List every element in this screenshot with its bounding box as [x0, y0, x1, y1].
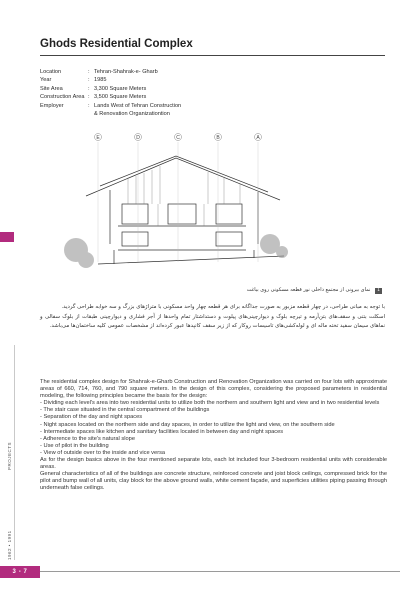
info-value: & Renovation Organizationtion [94, 111, 170, 118]
figure-caption [247, 287, 382, 294]
info-key: Year [40, 77, 52, 84]
accent-tab [0, 232, 14, 242]
info-colon: : [88, 94, 90, 101]
elevation-drawing [58, 132, 288, 282]
info-colon: : [88, 77, 90, 84]
info-key [40, 110, 88, 118]
info-row [40, 76, 294, 84]
axis-label: C [176, 134, 180, 141]
english-paragraph: - Separation of the day and night spaces [40, 414, 143, 421]
info-colon: : [88, 69, 90, 75]
axis-label: B [216, 134, 220, 141]
english-paragraph: - Night spaces located on the northern side and day spaces, in order to utilize the light and view, on the southern side [40, 421, 335, 428]
info-value: Tehran-Shahrak-e- Gharb [94, 69, 158, 75]
english-paragraph: - Use of pilot in the building [40, 442, 109, 449]
info-value: Lands West of Tehran Construction [94, 102, 182, 109]
axis-label: A [256, 134, 260, 141]
info-value: 3,500 Square Meters [94, 94, 147, 101]
title-rule [40, 55, 385, 56]
english-text [40, 379, 387, 493]
page-title: Ghods Residential Complex [40, 38, 193, 50]
info-key: Construction Area [40, 94, 85, 101]
caption-text: نمای بیرونی از مجتمع داخلی نور قطعه مسکونی روی بیاغت [246, 287, 371, 293]
info-key: Site Area [40, 85, 63, 92]
axis-label: E [96, 134, 100, 141]
english-paragraph: - The stair case situated in the central compartment of the buildings [40, 407, 210, 414]
bottom-rule [40, 571, 400, 572]
english-paragraph: - Dividing each level's area into two residential units to utilize both the northern and southern light and view and in two residential levels [40, 400, 380, 407]
english-paragraph: As for the design basics above in the four mentioned separate lots, each lot included four 3-bedroom residential units with considerable areas. [40, 457, 387, 471]
side-section: PROJECTS [7, 441, 12, 470]
axis-label: D [136, 134, 140, 141]
farsi-text [40, 303, 385, 332]
info-row [40, 85, 294, 93]
english-paragraph: - Intermediate spaces like kitchen and sanitary facilities located in between day and night spaces [40, 428, 284, 435]
info-colon: : [88, 102, 90, 109]
caption-number: 1 [375, 288, 382, 294]
english-paragraph: - View of outside over to the inside and vice versa [40, 449, 166, 456]
info-row [40, 93, 294, 101]
side-rule [14, 345, 15, 560]
info-key: Location [40, 69, 62, 75]
english-intro: The residential complex design for Shahrak-e-Gharb Construction and Renovation Organization was carried on four lots with approximate areas of 660, 714, 760, and 790 square meters. In the design of this complex, considering the proposed parameters in residential modeling, the following principles became the basis for the design: [40, 379, 387, 400]
info-value: 1985 [94, 77, 107, 84]
project-info [40, 68, 294, 118]
info-row [40, 110, 294, 118]
page-label: 3 - 7 [0, 566, 40, 578]
info-row [40, 68, 294, 76]
info-key: Employer [40, 102, 64, 109]
side-years: 1962 • 1991 [7, 530, 12, 560]
info-row [40, 102, 294, 110]
farsi-paragraph: با توجه به مبانی طراحی، در چهار قطعه مزبور به صورت جداگانه برای هر قطعه چهار واحد مسکونی با متراژهای بزرگ و سه خوابه طراحی گردید. [61, 304, 385, 310]
english-paragraph: General characteristics of all of the buildings are concrete structure, reinforced concrete and joist block ceilings, compressed brick for the pilot and bump wall of all units, clay block for the above ground walls, white cement façade, and superficies utilities piping passing through underneath false ceilings. [40, 471, 387, 492]
info-colon: : [88, 85, 90, 92]
info-value: 3,300 Square Meters [94, 85, 147, 92]
farsi-paragraph: اسکلت بتنی و سقف‌های بتن‌آرمه و تیرچه بلوک و دیوارچینی‌های پیلوت و دستداشتار تمام واحدها از آجر فشاری و دیوارچینی طبقات از بلوک سفالی و نماهای سیمان سفید تخته ماله ای و لوله‌کشی‌های تاسیسات روکار که از زیر سقف کانپدها عبور کرده‌اند از مشخصات عمومی کلیه ساختمان‌ها می‌باشد. [40, 314, 385, 329]
english-paragraph: - Adherence to the site's natural slope [40, 435, 135, 442]
